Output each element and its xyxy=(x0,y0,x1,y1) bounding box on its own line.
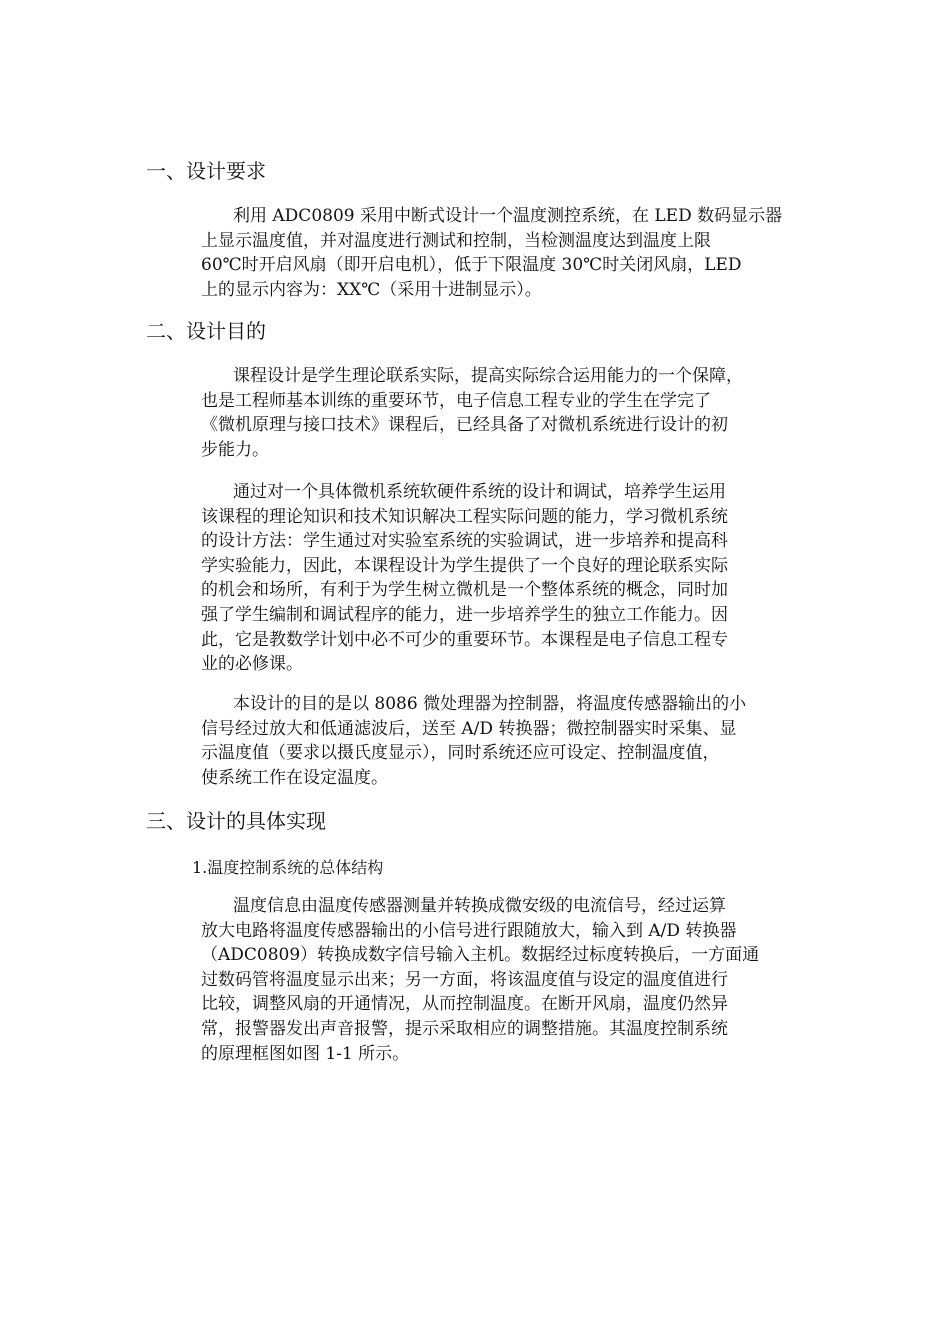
section3-subheading: 1.温度控制系统的总体结构 xyxy=(192,858,384,877)
text-line: 也是工程师基本训练的重要环节，电子信息工程专业的学生在学完了 xyxy=(201,390,711,411)
text-line: 利用 ADC0809 采用中断式设计一个温度测控系统，在 LED 数码显示器 xyxy=(233,206,783,226)
section2-paragraph-3 xyxy=(201,692,805,790)
text-line: 通过对一个具体微机系统软硬件系统的设计和调试，培养学生运用 xyxy=(233,482,726,502)
section1-heading: 一、设计要求 xyxy=(146,159,266,183)
text-line: （ADC0809）转换成数字信号输入主机。数据经过标度转换后，一方面通 xyxy=(201,945,760,966)
text-line: 强了学生编制和调试程序的能力，进一步培养学生的独立工作能力。因 xyxy=(201,604,728,625)
text-line: 上显示温度值，并对温度进行测试和控制，当检测温度达到温度上限 xyxy=(201,230,711,251)
text-line: 此，它是教数学计划中必不可少的重要环节。本课程是电子信息工程专 xyxy=(201,629,728,650)
text-line: 60℃时开启风扇（即开启电机），低于下限温度 30℃时关闭风扇，LED xyxy=(201,255,742,276)
text-line: 步能力。 xyxy=(201,439,269,460)
section3-paragraph xyxy=(201,894,805,1066)
text-line: 业的必修课。 xyxy=(201,654,303,675)
text-line: 使系统工作在设定温度。 xyxy=(201,767,388,788)
text-line: 常，报警器发出声音报警，提示采取相应的调整措施。其温度控制系统 xyxy=(201,1018,728,1039)
text-line: 《微机原理与接口技术》课程后，已经具备了对微机系统进行设计的初 xyxy=(201,415,728,436)
text-line: 温度信息由温度传感器测量并转换成微安级的电流信号，经过运算 xyxy=(233,896,726,916)
text-line: 信号经过放大和低通滤波后，送至 A/D 转换器；微控制器实时采集、显 xyxy=(201,718,737,739)
section1-paragraph xyxy=(201,204,805,302)
section3-heading: 三、设计的具体实现 xyxy=(146,809,326,833)
section2-heading: 二、设计目的 xyxy=(146,319,266,343)
section2-paragraph-2 xyxy=(201,480,805,677)
text-line: 过数码管将温度显示出来；另一方面，将该温度值与设定的温度值进行 xyxy=(201,969,728,990)
text-line: 比较，调整风扇的开通情况，从而控制温度。在断开风扇，温度仍然异 xyxy=(201,994,728,1015)
text-line: 课程设计是学生理论联系实际，提高实际综合运用能力的一个保障， xyxy=(233,366,743,386)
text-line: 的原理框图如图 1-1 所示。 xyxy=(201,1043,410,1064)
text-line: 学实验能力，因此，本课程设计为学生提供了一个良好的理论联系实际 xyxy=(201,555,728,576)
text-line: 的设计方法：学生通过对实验室系统的实验调试，进一步培养和提高科 xyxy=(201,531,728,552)
text-line: 该课程的理论知识和技术知识解决工程实际问题的能力，学习微机系统 xyxy=(201,506,728,527)
section2-paragraph-1 xyxy=(201,364,805,462)
text-line: 的机会和场所，有利于为学生树立微机是一个整体系统的概念，同时加 xyxy=(201,580,728,601)
text-line: 示温度值（要求以摄氏度显示），同时系统还应可设定、控制温度值， xyxy=(201,743,720,764)
text-line: 本设计的目的是以 8086 微处理器为控制器，将温度传感器输出的小 xyxy=(233,694,747,714)
text-line: 放大电路将温度传感器输出的小信号进行跟随放大，输入到 A/D 转换器 xyxy=(201,920,737,941)
text-line: 上的显示内容为：XX℃（采用十进制显示）。 xyxy=(201,279,542,300)
